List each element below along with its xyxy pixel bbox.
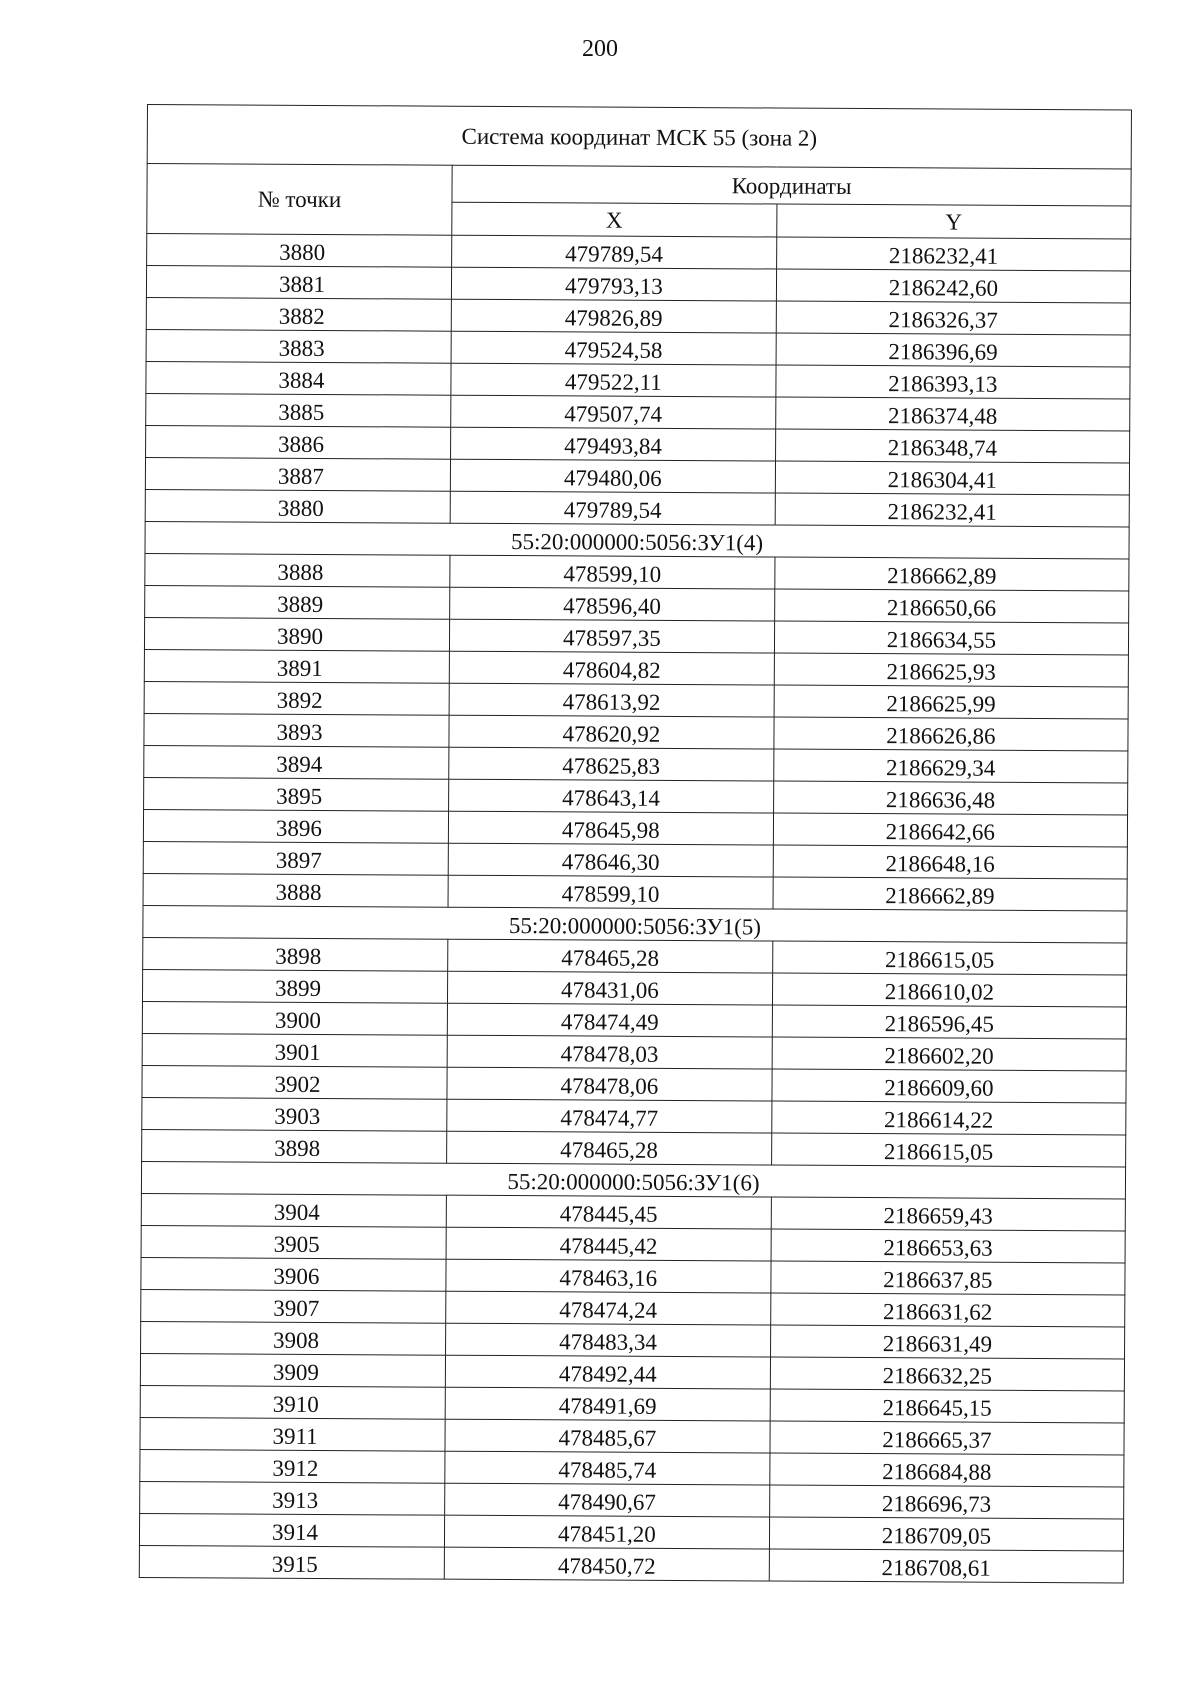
y-coordinate-cell: 2186596,45 bbox=[772, 1005, 1126, 1039]
x-coordinate-cell: 478465,28 bbox=[448, 939, 773, 973]
y-coordinate-cell: 2186631,49 bbox=[770, 1325, 1124, 1359]
point-number-cell: 3910 bbox=[140, 1385, 445, 1419]
point-number-cell: 3899 bbox=[142, 969, 447, 1003]
y-coordinate-cell: 2186631,62 bbox=[770, 1293, 1124, 1327]
point-number-cell: 3913 bbox=[140, 1481, 445, 1515]
y-coordinate-cell: 2186662,89 bbox=[773, 877, 1127, 911]
y-coordinate-cell: 2186602,20 bbox=[772, 1037, 1126, 1071]
y-coordinate-cell: 2186615,05 bbox=[771, 1133, 1125, 1167]
y-coordinate-cell: 2186242,60 bbox=[776, 269, 1130, 303]
point-number-cell: 3886 bbox=[146, 425, 451, 459]
x-coordinate-cell: 478451,20 bbox=[444, 1515, 769, 1549]
y-coordinate-cell: 2186642,66 bbox=[773, 813, 1127, 847]
section-label: 55:20:000000:5056:ЗУ1(4) bbox=[145, 521, 1129, 558]
y-coordinate-cell: 2186374,48 bbox=[775, 397, 1129, 431]
x-coordinate-cell: 478613,92 bbox=[449, 683, 774, 717]
y-coordinate-cell: 2186232,41 bbox=[776, 237, 1130, 271]
page-number: 200 bbox=[582, 36, 618, 62]
x-coordinate-cell: 479826,89 bbox=[451, 299, 776, 333]
x-coordinate-cell: 478643,14 bbox=[449, 779, 774, 813]
point-number-cell: 3897 bbox=[143, 841, 448, 875]
point-number-cell: 3911 bbox=[140, 1417, 445, 1451]
point-number-cell: 3880 bbox=[145, 489, 450, 523]
y-coordinate-cell: 2186304,41 bbox=[775, 461, 1129, 495]
point-number-cell: 3887 bbox=[145, 457, 450, 491]
section-label: 55:20:000000:5056:ЗУ1(5) bbox=[143, 905, 1127, 942]
y-coordinate-cell: 2186648,16 bbox=[773, 845, 1127, 879]
x-coordinate-cell: 478445,45 bbox=[446, 1195, 771, 1229]
point-number-cell: 3888 bbox=[143, 873, 448, 907]
x-coordinate-cell: 478445,42 bbox=[446, 1227, 771, 1261]
y-coordinate-cell: 2186609,60 bbox=[772, 1069, 1126, 1103]
y-coordinate-cell: 2186629,34 bbox=[773, 749, 1127, 783]
point-number-cell: 3889 bbox=[145, 585, 450, 619]
coordinates-header: Координаты bbox=[452, 165, 1131, 206]
y-coordinate-cell: 2186326,37 bbox=[776, 301, 1130, 335]
x-coordinate-cell: 478485,74 bbox=[445, 1451, 770, 1485]
y-coordinate-cell: 2186709,05 bbox=[769, 1517, 1123, 1551]
x-coordinate-cell: 478620,92 bbox=[449, 715, 774, 749]
y-coordinate-cell: 2186626,86 bbox=[774, 717, 1128, 751]
point-number-cell: 3894 bbox=[144, 745, 449, 779]
point-number-cell: 3891 bbox=[144, 649, 449, 683]
x-coordinate-cell: 478431,06 bbox=[448, 971, 773, 1005]
table-title: Система координат МСК 55 (зона 2) bbox=[147, 105, 1131, 169]
y-coordinate-cell: 2186614,22 bbox=[772, 1101, 1126, 1135]
point-number-cell: 3880 bbox=[147, 234, 452, 268]
x-coordinate-cell: 478450,72 bbox=[444, 1547, 769, 1581]
y-header: Y bbox=[777, 204, 1131, 239]
y-coordinate-cell: 2186396,69 bbox=[776, 333, 1130, 367]
x-coordinate-cell: 478474,24 bbox=[446, 1291, 771, 1325]
point-number-cell: 3902 bbox=[142, 1065, 447, 1099]
x-coordinate-cell: 478490,67 bbox=[445, 1483, 770, 1517]
x-coordinate-cell: 479480,06 bbox=[450, 459, 775, 493]
point-number-cell: 3895 bbox=[144, 777, 449, 811]
point-number-cell: 3905 bbox=[141, 1225, 446, 1259]
point-number-cell: 3904 bbox=[141, 1193, 446, 1227]
x-coordinate-cell: 478599,10 bbox=[450, 555, 775, 589]
y-coordinate-cell: 2186650,66 bbox=[774, 589, 1128, 623]
point-number-cell: 3908 bbox=[141, 1321, 446, 1355]
y-coordinate-cell: 2186232,41 bbox=[775, 493, 1129, 527]
x-coordinate-cell: 479507,74 bbox=[451, 395, 776, 429]
y-coordinate-cell: 2186696,73 bbox=[769, 1485, 1123, 1519]
y-coordinate-cell: 2186662,89 bbox=[775, 557, 1129, 591]
point-number-cell: 3898 bbox=[142, 1129, 447, 1163]
y-coordinate-cell: 2186684,88 bbox=[770, 1453, 1124, 1487]
y-coordinate-cell: 2186653,63 bbox=[771, 1229, 1125, 1263]
x-coordinate-cell: 478478,03 bbox=[447, 1035, 772, 1069]
x-coordinate-cell: 478596,40 bbox=[450, 587, 775, 621]
x-coordinate-cell: 478625,83 bbox=[449, 747, 774, 781]
x-coordinate-cell: 478492,44 bbox=[445, 1355, 770, 1389]
x-coordinate-cell: 478478,06 bbox=[447, 1067, 772, 1101]
x-coordinate-cell: 478474,49 bbox=[447, 1003, 772, 1037]
point-number-cell: 3890 bbox=[144, 617, 449, 651]
point-number-cell: 3892 bbox=[144, 681, 449, 715]
point-number-cell: 3882 bbox=[146, 297, 451, 331]
y-coordinate-cell: 2186659,43 bbox=[771, 1197, 1125, 1231]
x-coordinate-cell: 478465,28 bbox=[447, 1131, 772, 1165]
x-header: X bbox=[452, 202, 777, 237]
coordinate-table bbox=[139, 104, 1132, 1583]
point-number-cell: 3900 bbox=[142, 1001, 447, 1035]
x-coordinate-cell: 478645,98 bbox=[448, 811, 773, 845]
point-number-cell: 3903 bbox=[142, 1097, 447, 1131]
x-coordinate-cell: 478485,67 bbox=[445, 1419, 770, 1453]
x-coordinate-cell: 478474,77 bbox=[447, 1099, 772, 1133]
y-coordinate-cell: 2186625,93 bbox=[774, 653, 1128, 687]
point-number-cell: 3898 bbox=[143, 937, 448, 971]
y-coordinate-cell: 2186637,85 bbox=[771, 1261, 1125, 1295]
point-number-cell: 3885 bbox=[146, 393, 451, 427]
x-coordinate-cell: 479522,11 bbox=[451, 363, 776, 397]
x-coordinate-cell: 479789,54 bbox=[452, 235, 777, 269]
point-number-cell: 3912 bbox=[140, 1449, 445, 1483]
x-coordinate-cell: 479789,54 bbox=[450, 491, 775, 525]
x-coordinate-cell: 478599,10 bbox=[448, 875, 773, 909]
y-coordinate-cell: 2186393,13 bbox=[776, 365, 1130, 399]
point-number-cell: 3901 bbox=[142, 1033, 447, 1067]
x-coordinate-cell: 478604,82 bbox=[449, 651, 774, 685]
x-coordinate-cell: 478463,16 bbox=[446, 1259, 771, 1293]
table-row bbox=[139, 1545, 1123, 1582]
point-number-cell: 3909 bbox=[140, 1353, 445, 1387]
point-number-cell: 3893 bbox=[144, 713, 449, 747]
x-coordinate-cell: 478646,30 bbox=[448, 843, 773, 877]
point-number-header: № точки bbox=[147, 164, 452, 236]
point-number-cell: 3883 bbox=[146, 329, 451, 363]
section-label: 55:20:000000:5056:ЗУ1(6) bbox=[141, 1161, 1125, 1198]
point-number-cell: 3907 bbox=[141, 1289, 446, 1323]
x-coordinate-cell: 479793,13 bbox=[451, 267, 776, 301]
y-coordinate-cell: 2186634,55 bbox=[774, 621, 1128, 655]
x-coordinate-cell: 478491,69 bbox=[445, 1387, 770, 1421]
y-coordinate-cell: 2186625,99 bbox=[774, 685, 1128, 719]
x-coordinate-cell: 478483,34 bbox=[446, 1323, 771, 1357]
table-body bbox=[139, 234, 1130, 1583]
point-number-cell: 3915 bbox=[139, 1545, 444, 1579]
x-coordinate-cell: 479493,84 bbox=[451, 427, 776, 461]
x-coordinate-cell: 478597,35 bbox=[449, 619, 774, 653]
y-coordinate-cell: 2186615,05 bbox=[772, 941, 1126, 975]
point-number-cell: 3888 bbox=[145, 553, 450, 587]
point-number-cell: 3896 bbox=[143, 809, 448, 843]
point-number-cell: 3884 bbox=[146, 361, 451, 395]
y-coordinate-cell: 2186645,15 bbox=[770, 1389, 1124, 1423]
y-coordinate-cell: 2186610,02 bbox=[772, 973, 1126, 1007]
point-number-cell: 3914 bbox=[139, 1513, 444, 1547]
point-number-cell: 3881 bbox=[146, 266, 451, 300]
y-coordinate-cell: 2186348,74 bbox=[775, 429, 1129, 463]
y-coordinate-cell: 2186636,48 bbox=[773, 781, 1127, 815]
y-coordinate-cell: 2186665,37 bbox=[770, 1421, 1124, 1455]
y-coordinate-cell: 2186632,25 bbox=[770, 1357, 1124, 1391]
y-coordinate-cell: 2186708,61 bbox=[769, 1549, 1123, 1583]
x-coordinate-cell: 479524,58 bbox=[451, 331, 776, 365]
point-number-cell: 3906 bbox=[141, 1257, 446, 1291]
